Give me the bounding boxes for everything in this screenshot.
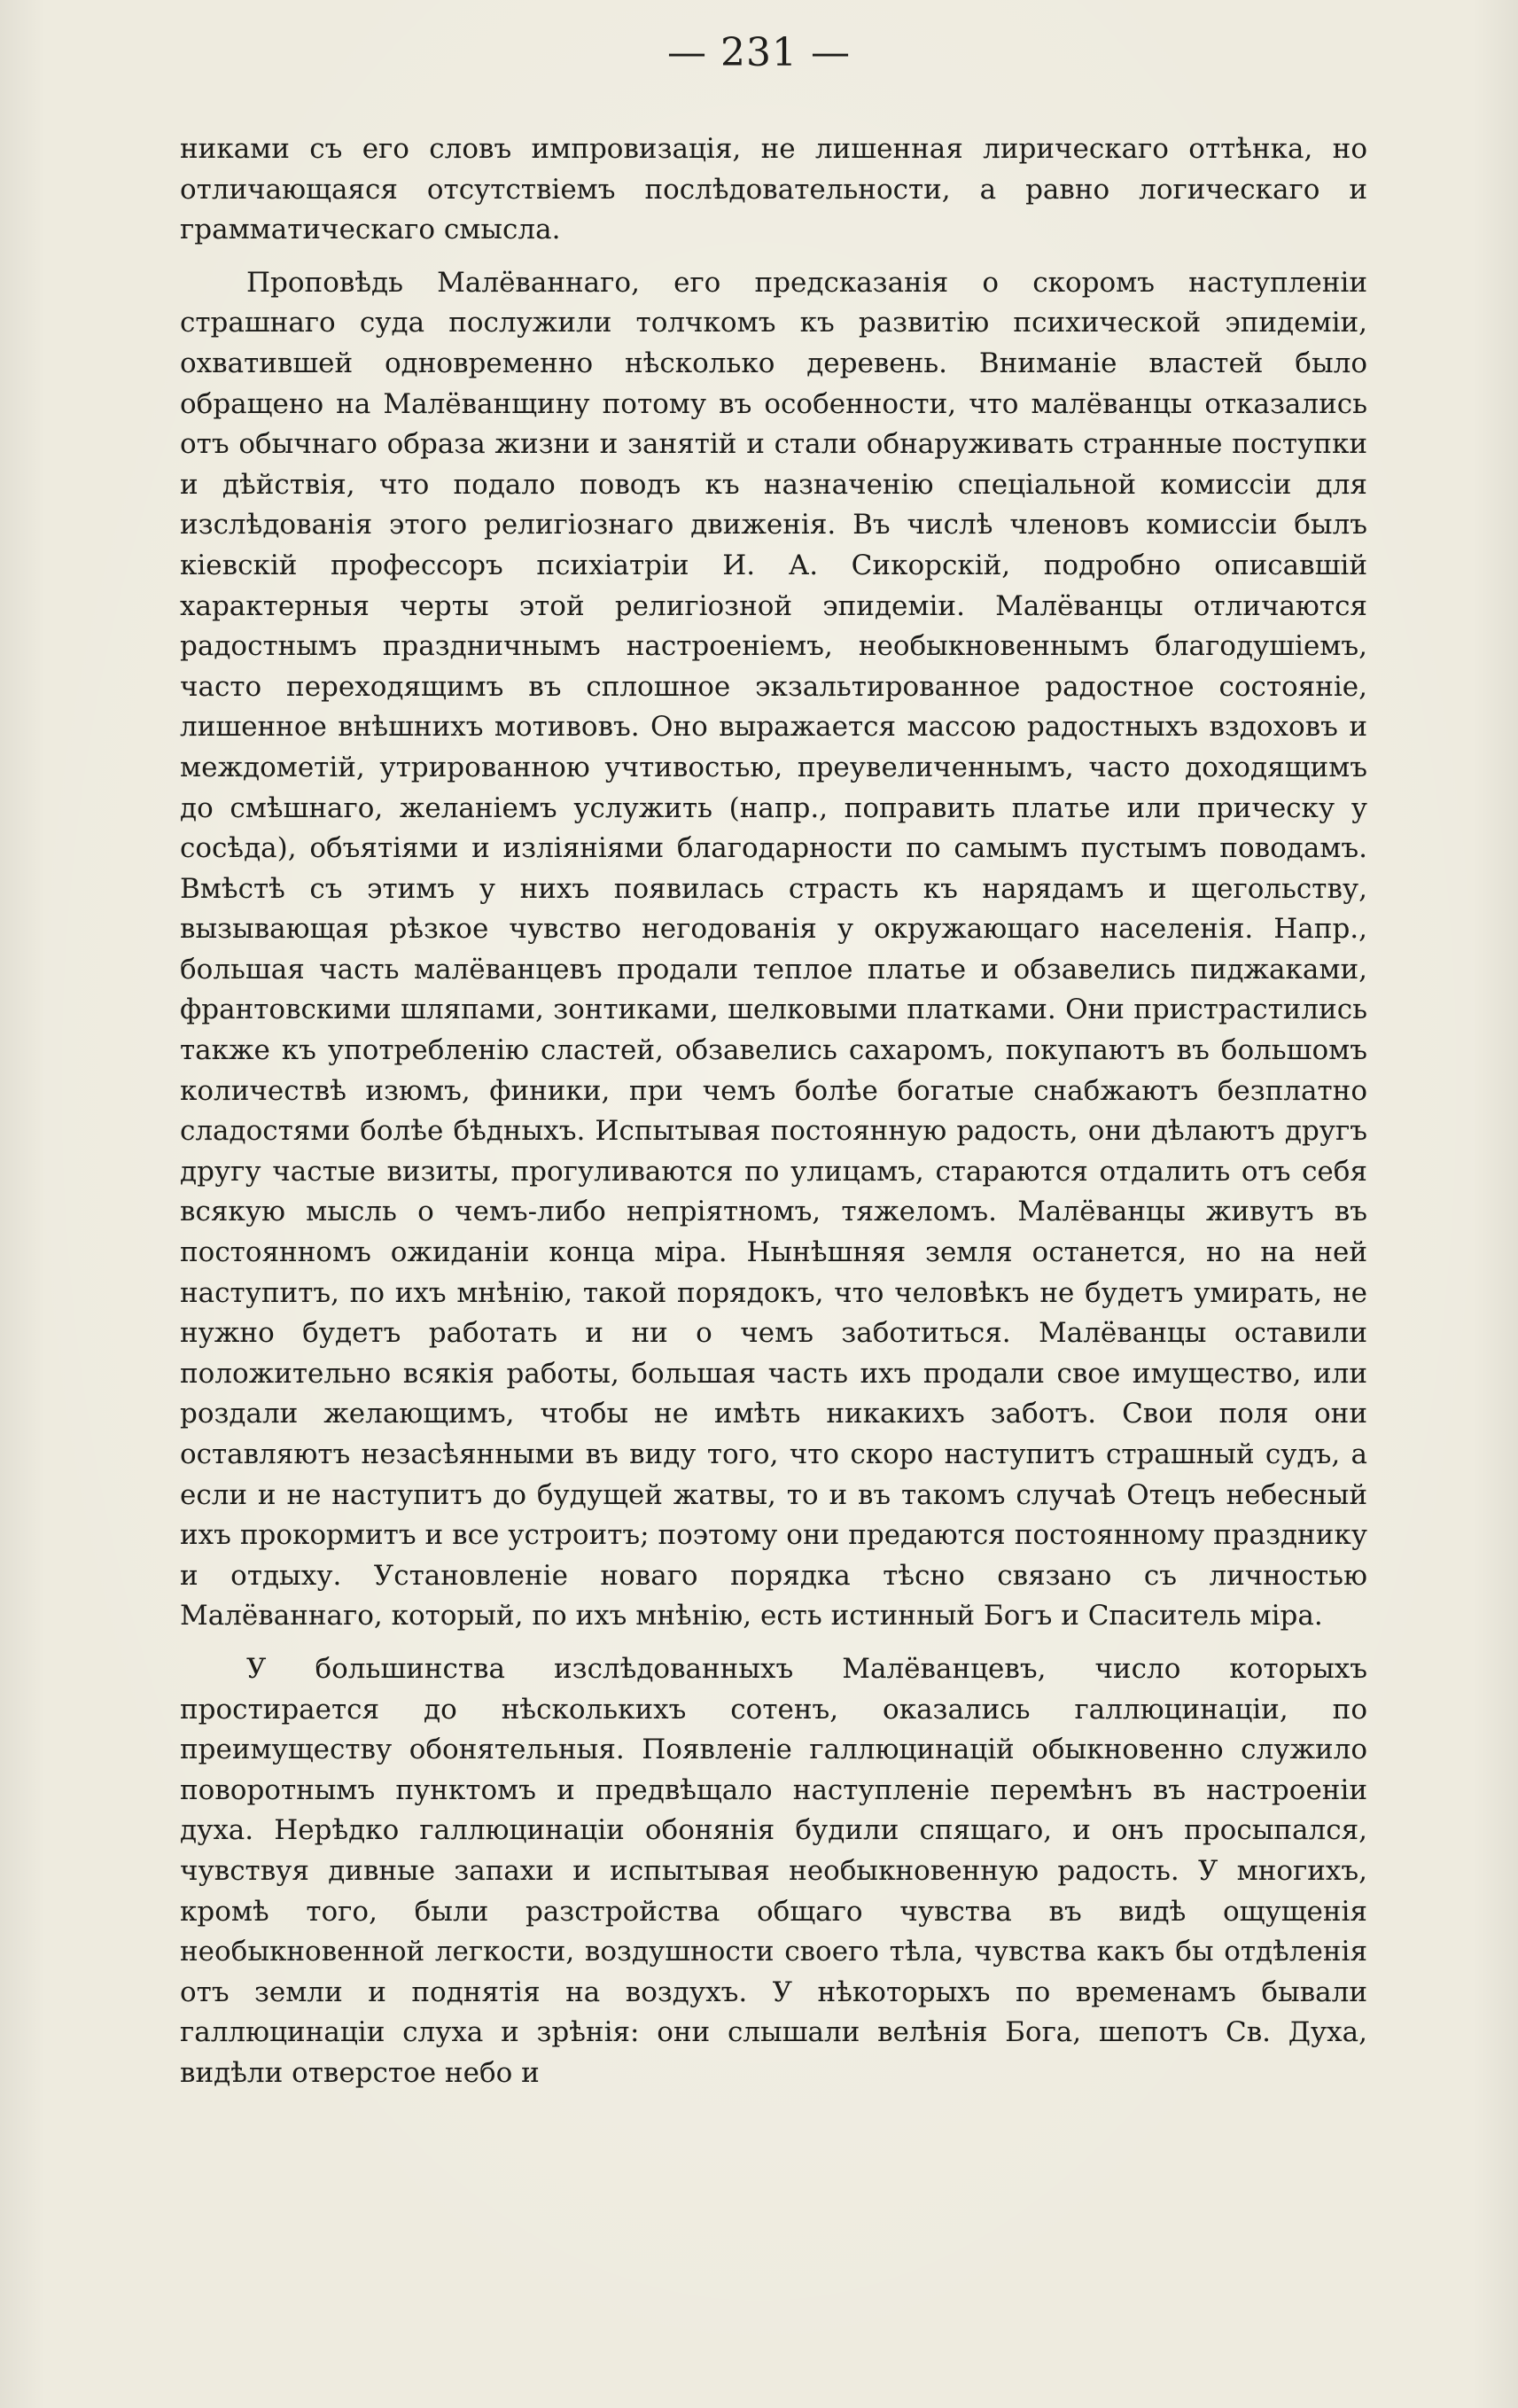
- body-text: [180, 129, 1367, 2094]
- paragraph-continuation: никами съ его словъ импровизація, не лишенная лирическаго оттѣнка, но отличающаяся отсутствіемъ послѣдовательности, а равно логическаго и грамматическаго смысла.: [180, 133, 1367, 246]
- paragraph-hallucinations: У большинства изслѣдованныхъ Малёванцевъ, число которыхъ простирается до нѣсколькихъ сотенъ, оказались галлюцинаціи, по преимуществу обонятельныя. Появленіе галлюцинацій обыкновенно служило поворотнымъ пунктомъ и предвѣщало наступленіе перемѣнъ въ настроеніи духа. Нерѣдко галлюцинаціи обонянія будили спящаго, и онъ просыпался, чувствуя дивные запахи и испытывая необыкновенную радость. У многихъ, кромѣ того, были разстройства общаго чувства въ видѣ ощущенія необыкновенной легкости, воздушности своего тѣла, чувства какъ бы отдѣленія отъ земли и поднятія на воздухъ. У нѣкоторыхъ по временамъ бывали галлюцинаціи слуха и зрѣнія: они слышали велѣнія Бога, шепотъ Св. Духа, видѣли отверстое небо и: [180, 1652, 1367, 2089]
- page-number: — 231 —: [667, 30, 851, 75]
- paragraph-malevanny-sermon: Проповѣдь Малёваннаго, его предсказанія о скоромъ наступленіи страшнаго суда послужили толчкомъ къ развитію психической эпидеміи, охватившей одновременно нѣсколько деревень. Вниманіе властей было обращено на Малёванщину потому въ особенности, что малёванцы отказались отъ обычнаго образа жизни и занятій и стали обнаруживать странные поступки и дѣйствія, что подало поводъ къ назначенію спеціальной комиссіи для изслѣдованія этого религіознаго движенія. Въ числѣ членовъ комиссіи былъ кіевскій профессоръ психіатріи И. А. Сикорскій, подробно описавшій характерныя черты этой религіозной эпидеміи. Малёванцы отличаются радостнымъ праздничнымъ настроеніемъ, необыкновеннымъ благодушіемъ, часто переходящимъ въ сплошное экзальтированное радостное состояніе, лишенное внѣшнихъ мотивовъ. Оно выражается массою радостныхъ вздоховъ и междометій, утрированною учтивостью, преувеличеннымъ, часто доходящимъ до смѣшнаго, желаніемъ услужить (напр., поправить платье или прическу у сосѣда), объятіями и изліяніями благодарности по самымъ пустымъ поводамъ. Вмѣстѣ съ этимъ у нихъ появилась страсть къ нарядамъ и щегольству, вызывающая рѣзкое чувство негодованія у окружающаго населенія. Напр., большая часть малёванцевъ продали теплое платье и обзавелись пиджаками, франтовскими шляпами, зонтиками, шелковыми платками. Они пристрастились также къ употребленію сластей, обзавелись сахаромъ, покупаютъ въ большомъ количествѣ изюмъ, финики, при чемъ болѣе богатые снабжаютъ безплатно сладостями болѣе бѣдныхъ. Испытывая постоянную радость, они дѣлаютъ другъ другу частые визиты, прогуливаются по улицамъ, стараются отдалить отъ себя всякую мысль о чемъ-либо непріятномъ, тяжеломъ. Малёванцы живутъ въ постоянномъ ожиданіи конца міра. Нынѣшняя земля останется, но на ней наступитъ, по ихъ мнѣнію, такой порядокъ, что человѣкъ не будетъ умирать, не нужно будетъ работать и ни о чемъ заботиться. Малёванцы оставили положительно всякія работы, большая часть ихъ продали свое имущество, или роздали желающимъ, чтобы не имѣть никакихъ заботъ. Свои поля они оставляютъ незасѣянными въ виду того, что скоро наступитъ страшный судъ, а если и не наступитъ до будущей жатвы, то и въ такомъ случаѣ Отецъ небесный ихъ прокормитъ и все устроитъ; поэтому они предаются постоянному празднику и отдыху. Установленіе новаго порядка тѣсно связано съ личностью Малёваннаго, который, по ихъ мнѣнію, есть истинный Богъ и Спаситель міра.: [180, 266, 1367, 1633]
